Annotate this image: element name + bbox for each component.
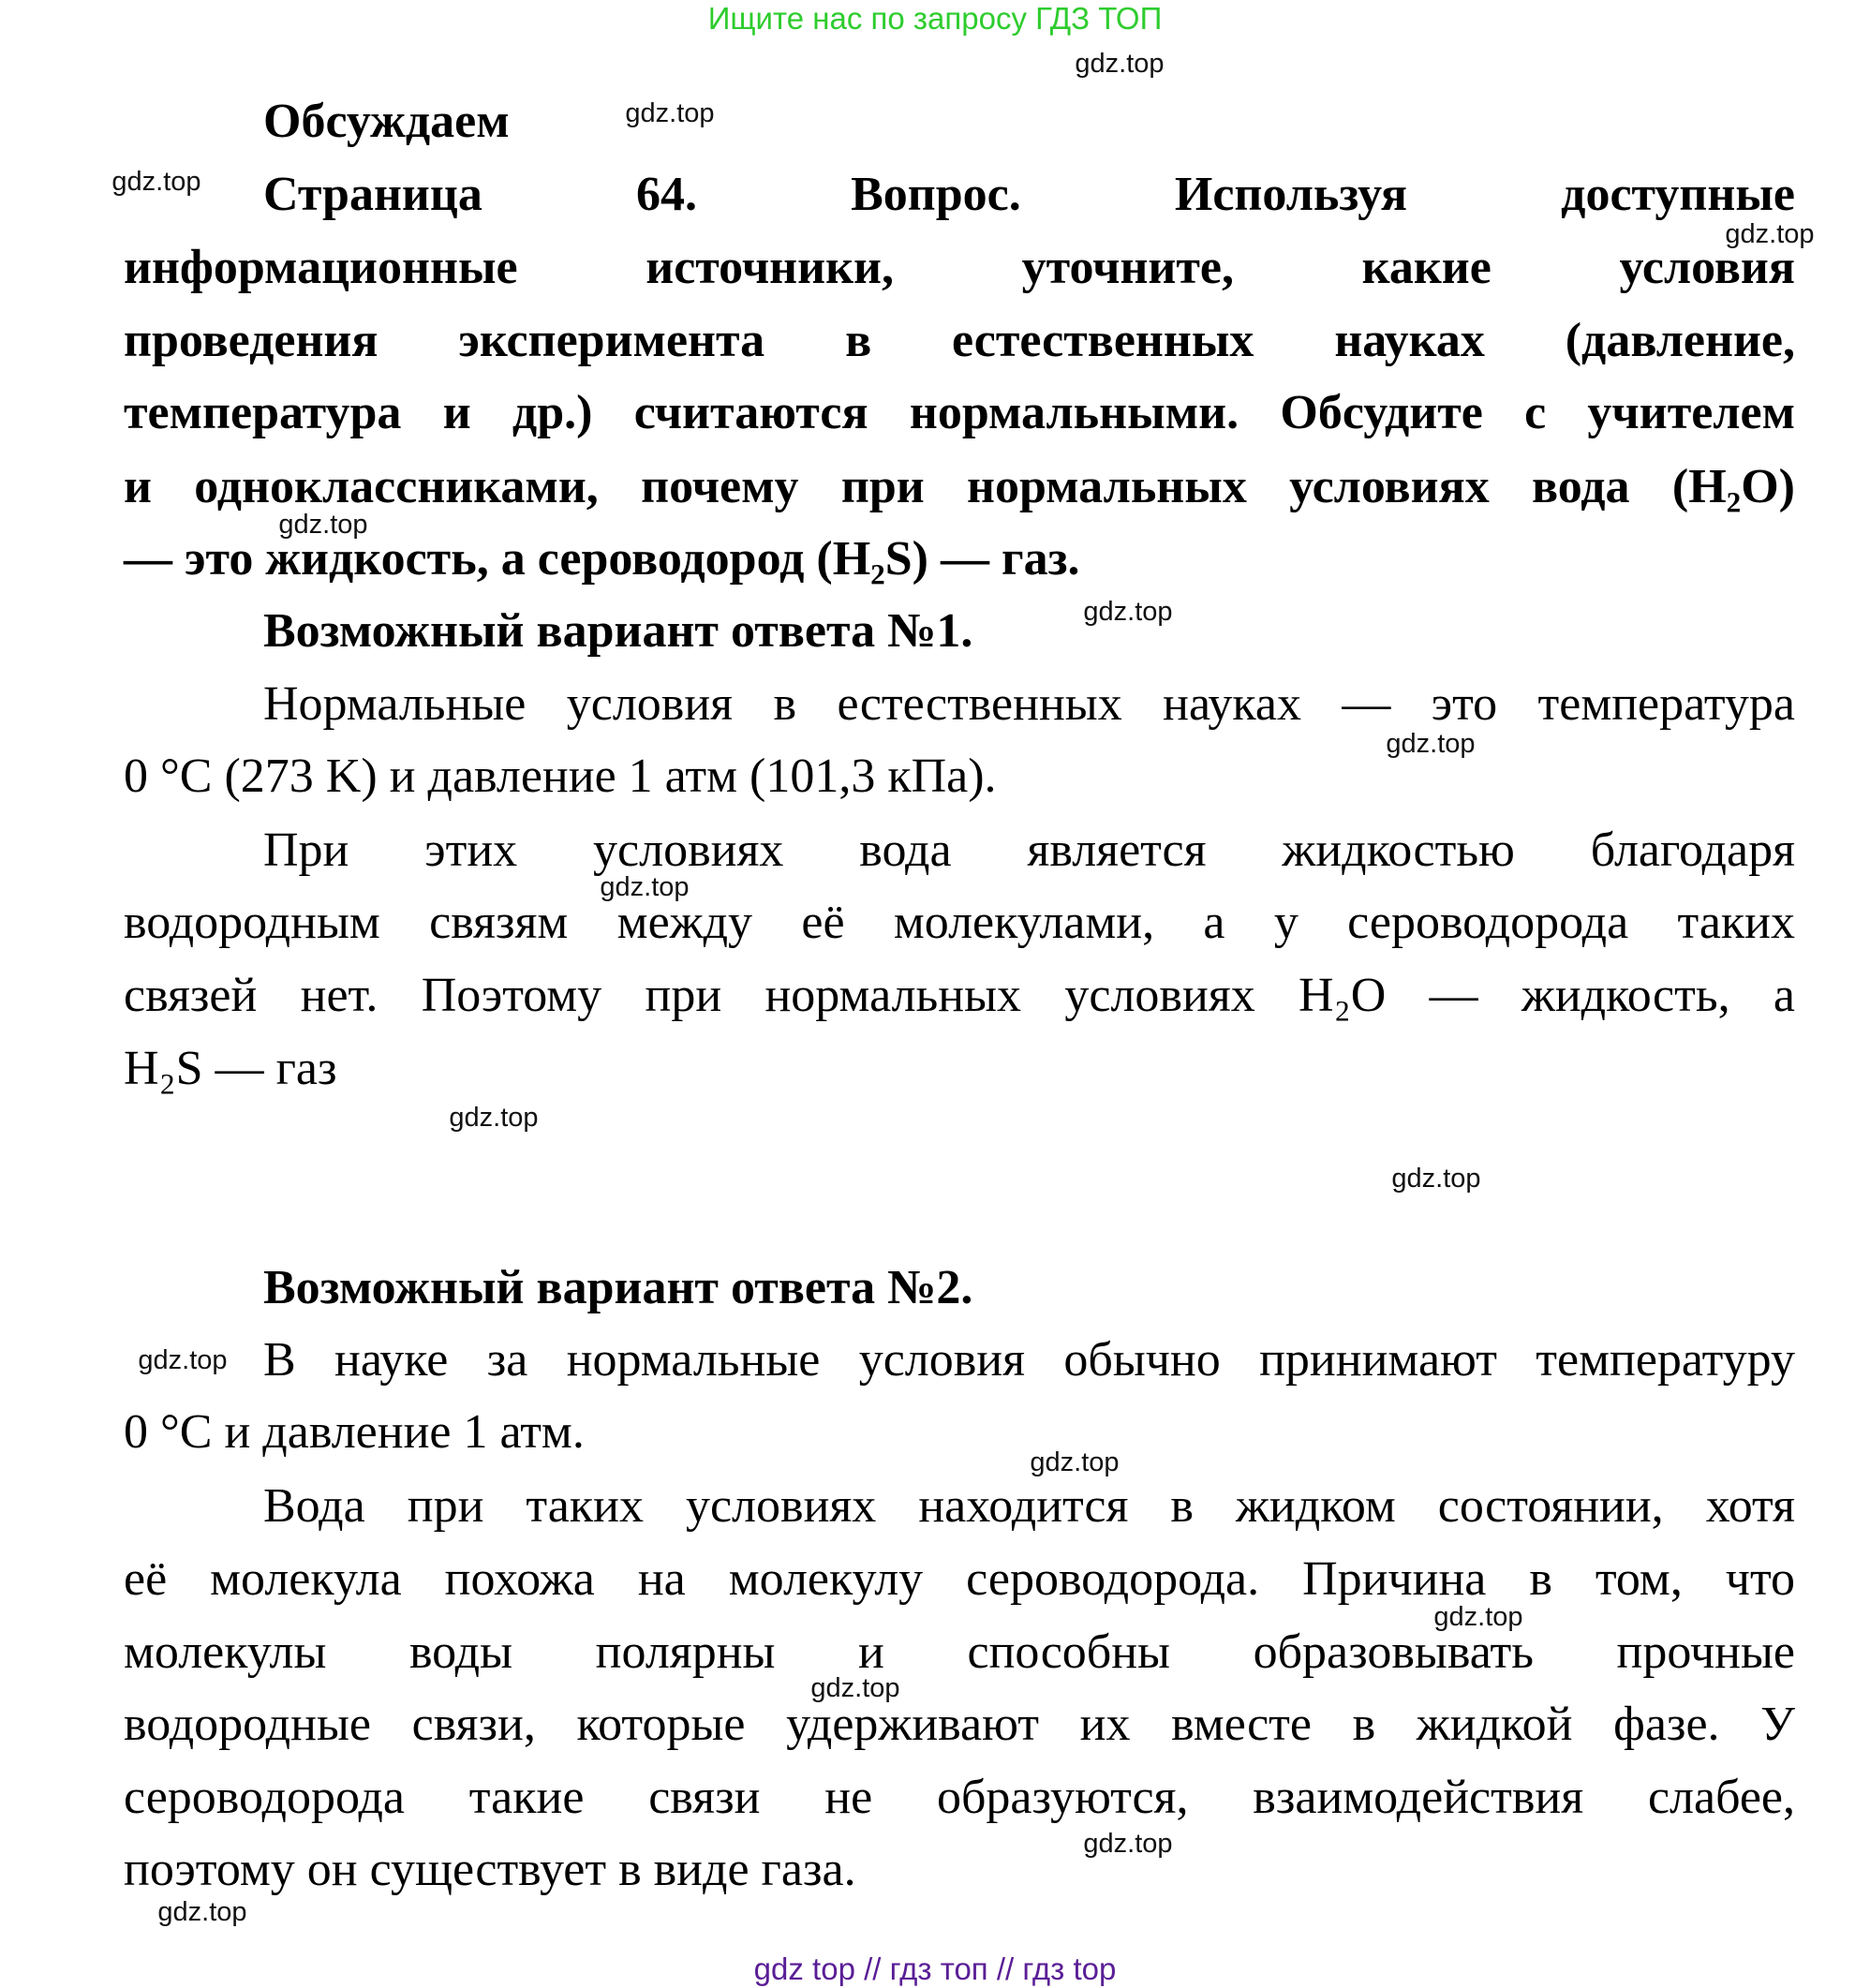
question-line: — это жидкость, а сероводород (H₂S) — газ.	[124, 532, 1080, 586]
watermark: gdz.top	[278, 510, 368, 540]
answer1-line: H₂S — газ	[124, 1042, 337, 1095]
answer2-line: сероводорода такие связи не образуются, взаимодействия слабее,	[124, 1771, 1795, 1824]
answer1-line: водородным связям между её молекулами, а у сероводорода таких	[124, 896, 1795, 949]
watermark: gdz.top	[1075, 49, 1165, 79]
watermark: gdz.top	[1433, 1602, 1523, 1632]
question-line: информационные источники, уточните, какие условия	[124, 241, 1795, 294]
answer1-line: 0 °C (273 K) и давление 1 атм (101,3 кПа).	[124, 749, 997, 803]
answer1-title: Возможный вариант ответа №1.	[263, 604, 973, 658]
watermark: gdz.top	[1030, 1447, 1120, 1477]
question-line: Страница 64. Вопрос. Используя доступные	[263, 168, 1795, 221]
watermark: gdz.top	[157, 1897, 247, 1927]
answer2-line: её молекула похожа на молекулу сероводорода. Причина в том, что	[124, 1552, 1795, 1606]
answer2-line: В науке за нормальные условия обычно принимают температуру	[263, 1333, 1795, 1387]
search-banner: Ищите нас по запросу ГДЗ ТОП	[707, 1, 1163, 36]
question-line: и одноклассниками, почему при нормальных условиях вода (H₂O)	[124, 460, 1795, 513]
answer2-line: Вода при таких условиях находится в жидком состоянии, хотя	[263, 1479, 1795, 1533]
watermark: gdz.top	[600, 872, 690, 902]
answer1-line: Нормальные условия в естественных науках — это температура	[263, 677, 1795, 731]
watermark: gdz.top	[1083, 597, 1173, 627]
answer2-line: водородные связи, которые удерживают их вместе в жидкой фазе. У	[124, 1698, 1795, 1751]
watermark: gdz.top	[1386, 729, 1476, 759]
watermark: gdz.top	[1391, 1164, 1481, 1194]
watermark: gdz.top	[111, 167, 201, 197]
question-line: проведения эксперимента в естественных науках (давление,	[124, 314, 1795, 367]
answer1-line: связей нет. Поэтому при нормальных условиях H₂O — жидкость, а	[124, 969, 1795, 1022]
watermark: gdz.top	[625, 98, 715, 128]
footer-links[interactable]: gdz top // гдз топ // гдз top	[753, 1951, 1117, 1986]
watermark: gdz.top	[810, 1673, 900, 1703]
watermark: gdz.top	[1083, 1829, 1173, 1859]
answer2-title: Возможный вариант ответа №2.	[263, 1261, 973, 1314]
answer2-line: молекулы воды полярны и способны образовывать прочные	[124, 1625, 1795, 1679]
watermark: gdz.top	[138, 1345, 228, 1375]
section-heading: Обсуждаем	[263, 95, 510, 148]
watermark: gdz.top	[1725, 219, 1815, 249]
answer2-line: 0 °C и давление 1 атм.	[124, 1405, 585, 1459]
watermark: gdz.top	[449, 1103, 539, 1133]
question-line: температура и др.) считаются нормальными. Обсудите с учителем	[124, 386, 1795, 439]
answer1-line: При этих условиях вода является жидкостью благодаря	[263, 823, 1795, 877]
answer2-line: поэтому он существует в виде газа.	[124, 1843, 856, 1896]
